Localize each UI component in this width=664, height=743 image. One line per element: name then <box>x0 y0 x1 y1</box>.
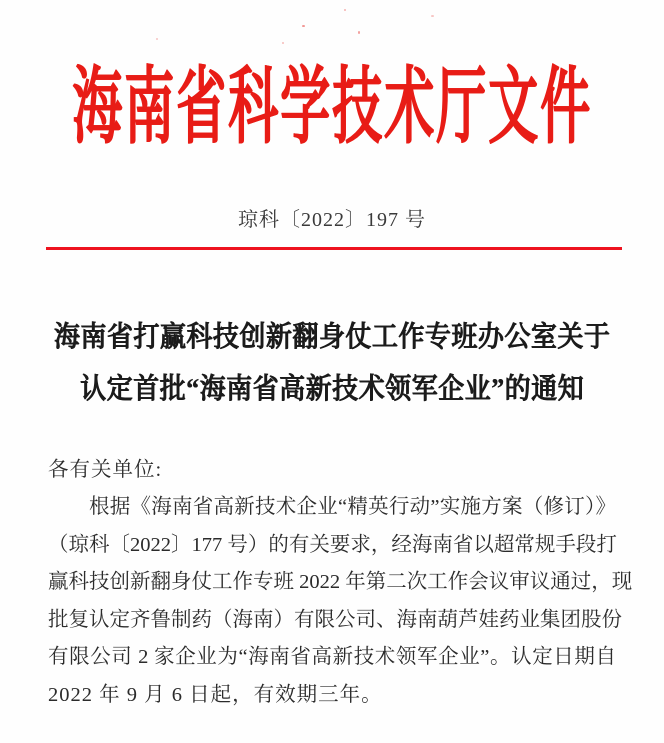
body-line: 2022 年 9 月 6 日起，有效期三年。 <box>48 683 383 706</box>
red-divider-line <box>46 247 622 250</box>
scan-artifact <box>302 25 305 27</box>
scan-artifact <box>358 31 360 34</box>
document-title-line2: 认定首批“海南省高新技术领军企业”的通知 <box>79 372 584 405</box>
body-line: 赢科技创新翻身仗工作专班 2022 年第二次工作会议审议通过，现 <box>48 571 633 594</box>
scan-artifact <box>344 9 346 11</box>
scan-artifact <box>431 15 434 17</box>
document-title-line1: 海南省打赢科技创新翻身仗工作专班办公室关于 <box>53 320 611 353</box>
body-line: 有限公司 2 家企业为“海南省高新技术领军企业”。认定日期自 <box>48 646 616 669</box>
letterhead-title: 海南省科学技术厅文件 <box>72 59 592 154</box>
document-title <box>0 311 664 414</box>
document-number: 琼科〔2022〕197 号 <box>238 209 426 231</box>
letterhead <box>0 50 664 154</box>
body-line: （琼科〔2022〕177 号）的有关要求，经海南省以超常规手段打 <box>48 533 617 556</box>
body-line: 根据《海南省高新技术企业“精英行动”实施方案（修订）》 <box>89 496 616 518</box>
body-line: 批复认定齐鲁制药（海南）有限公司、海南葫芦娃药业集团股份 <box>48 608 622 631</box>
salutation: 各有关单位: <box>48 459 163 481</box>
document-body <box>48 489 633 715</box>
